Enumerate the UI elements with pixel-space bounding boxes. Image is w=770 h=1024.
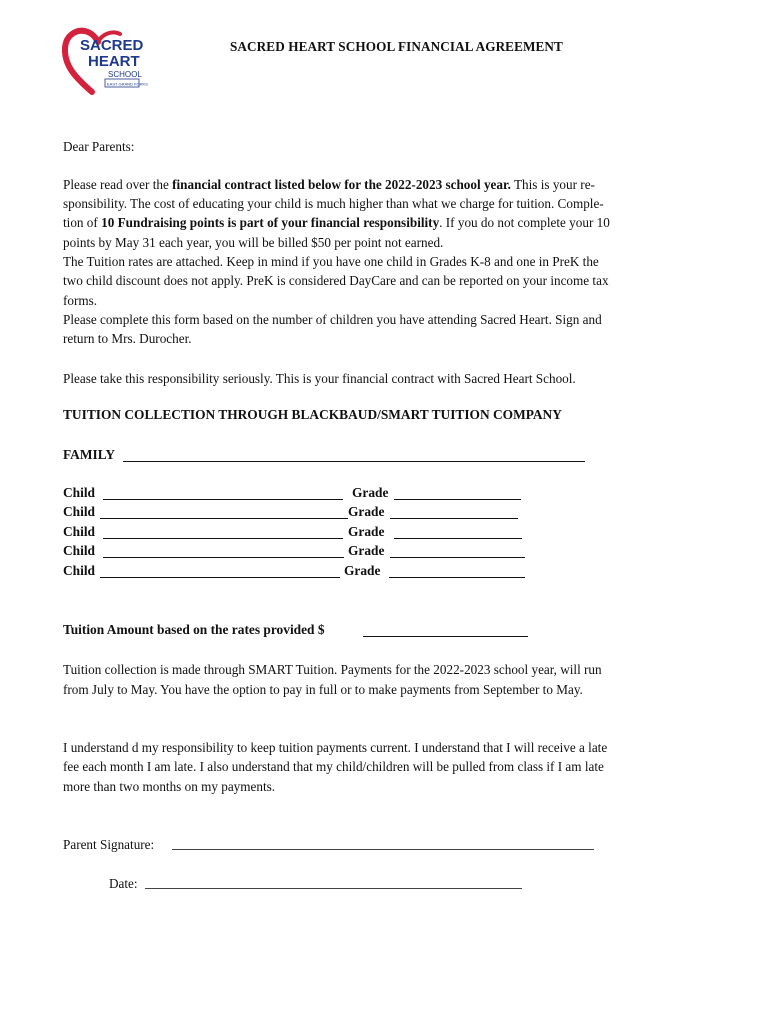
understand-line-2: fee each month I am late. I also understand that my child/children will be pulled from class if I am late <box>63 759 604 774</box>
text-span: Please read over the <box>63 177 173 192</box>
paragraph-line-8: Please complete this form based on the number of children you have attending Sacred Heart. Sign and <box>63 312 602 327</box>
grade-line[interactable] <box>389 563 525 578</box>
tuition-amount-row <box>63 622 533 641</box>
date-line[interactable] <box>145 874 522 889</box>
understand-line-3: more than two months on my payments. <box>63 779 276 794</box>
child-name-line[interactable] <box>100 504 348 519</box>
paragraph-line-5: The Tuition rates are attached. Keep in mind if you have one child in Grades K-8 and one in PreK the <box>63 254 599 269</box>
child-name-line[interactable] <box>103 485 343 500</box>
family-input-line[interactable] <box>123 447 585 462</box>
logo-word-heart: HEART <box>88 53 140 70</box>
child-label: Child <box>63 524 96 539</box>
logo-location: EAST GRAND FORKS <box>107 81 148 87</box>
paragraph-line-4: points by May 31 each year, you will be billed $50 per point not earned. <box>63 235 444 250</box>
document-title: SACRED HEART SCHOOL FINANCIAL AGREEMENT <box>230 39 563 54</box>
text-span: . If you do not complete your 10 <box>439 215 610 230</box>
grade-label: Grade <box>348 504 385 519</box>
signature-line[interactable] <box>172 835 594 850</box>
child-label: Child <box>63 543 96 558</box>
child-label: Child <box>63 563 96 578</box>
grade-label: Grade <box>348 543 385 558</box>
heart-logo-icon <box>62 26 148 94</box>
paragraph-line-1 <box>63 175 595 194</box>
grade-line[interactable] <box>390 504 518 519</box>
understand-line-1: I understand d my responsibility to keep tuition payments current. I understand that I will receive a late <box>63 740 608 755</box>
text-span: tion of <box>63 215 102 230</box>
family-row <box>63 447 603 466</box>
greeting: Dear Parents: <box>63 139 135 154</box>
grade-line[interactable] <box>390 543 525 558</box>
signature-label: Parent Signature: <box>63 837 155 852</box>
collection-line-2: from July to May. You have the option to pay in full or to make payments from September to May. <box>63 682 583 697</box>
child-row-4 <box>63 543 533 562</box>
signature-row <box>63 835 603 855</box>
logo-word-school: SCHOOL <box>108 70 142 79</box>
child-name-line[interactable] <box>100 563 340 578</box>
paragraph-line-2: sponsibility. The cost of educating your child is much higher than what we charge for tuition. Comple- <box>63 196 604 211</box>
emphasis-text: 10 Fundraising points is part of your financial responsibility <box>101 215 440 230</box>
emphasis-text: financial contract listed below for the 2022-2023 school year. <box>172 177 511 192</box>
paragraph-line-6: two child discount does not apply. PreK is considered DayCare and can be reported on your income tax <box>63 273 609 288</box>
grade-label: Grade <box>344 563 381 578</box>
paragraph-line-7: forms. <box>63 293 98 308</box>
tuition-amount-label: Tuition Amount based on the rates provided $ <box>63 622 325 637</box>
text-span: This is your re- <box>510 177 595 192</box>
grade-label: Grade <box>352 485 389 500</box>
child-name-line[interactable] <box>103 543 344 558</box>
family-label: FAMILY <box>63 447 116 462</box>
paragraph-line-9: return to Mrs. Durocher. <box>63 331 192 346</box>
section-title: TUITION COLLECTION THROUGH BLACKBAUD/SMART TUITION COMPANY <box>63 407 562 422</box>
grade-label: Grade <box>348 524 385 539</box>
grade-line[interactable] <box>394 485 521 500</box>
child-row-3 <box>63 524 533 543</box>
school-logo <box>62 26 148 94</box>
child-row-5 <box>63 563 533 582</box>
date-label: Date: <box>109 876 138 891</box>
child-row-1 <box>63 485 533 504</box>
child-name-line[interactable] <box>103 524 343 539</box>
logo-word-sacred: SACRED <box>80 37 144 54</box>
child-label: Child <box>63 485 96 500</box>
child-label: Child <box>63 504 96 519</box>
date-row <box>109 874 529 894</box>
paragraph-line-3 <box>63 213 610 232</box>
child-row-2 <box>63 504 533 523</box>
grade-line[interactable] <box>394 524 522 539</box>
responsibility-paragraph: Please take this responsibility seriously. This is your financial contract with Sacred Heart School. <box>63 371 576 386</box>
collection-line-1: Tuition collection is made through SMART Tuition. Payments for the 2022-2023 school year, will run <box>63 662 602 677</box>
tuition-amount-line[interactable] <box>363 622 528 637</box>
